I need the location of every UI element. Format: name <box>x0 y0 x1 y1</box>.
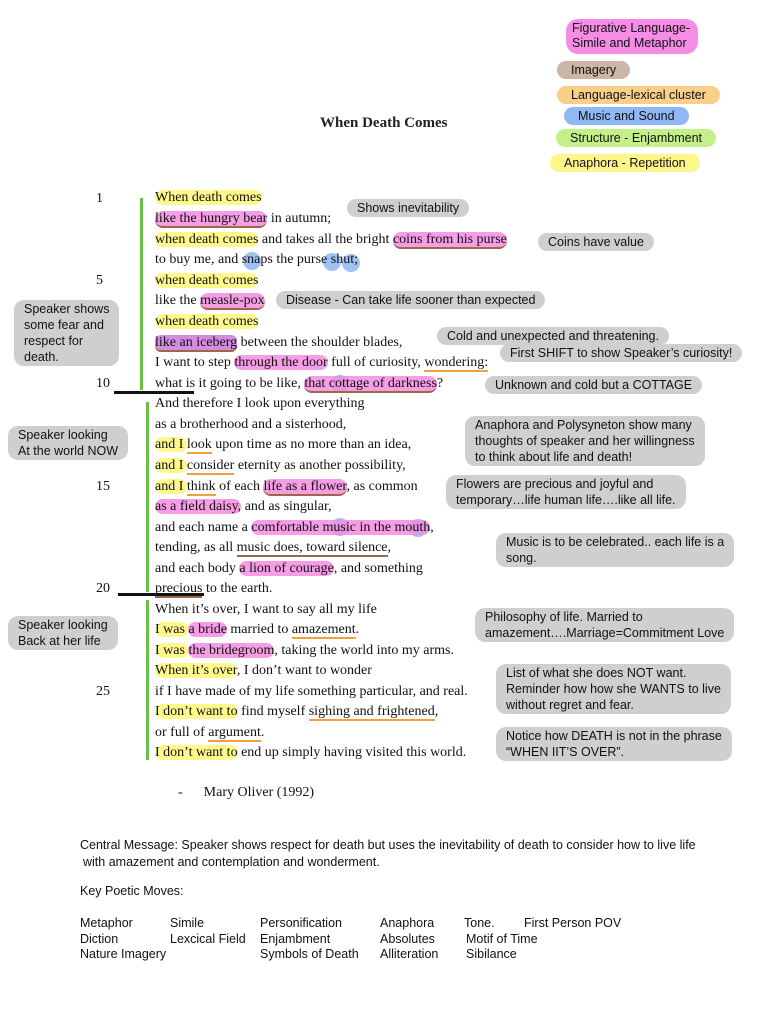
legend-anaphora: Anaphora - Repetition <box>550 154 700 172</box>
speaker-note: Speaker looking Back at her life <box>8 616 118 650</box>
line-number: 20 <box>96 581 110 596</box>
key-moves-heading: Key Poetic Moves: <box>80 884 184 898</box>
line-number: 10 <box>96 376 110 391</box>
annotation: Coins have value <box>538 233 654 251</box>
speaker-note: Speaker shows some fear and respect for death. <box>14 300 119 366</box>
annotation: Anaphora and Polysyneton show many thoughts of speaker and her willingness to think about life and death! <box>465 416 705 466</box>
key-move: Enjambment <box>260 932 331 946</box>
speaker-note: Speaker looking At the world NOW <box>8 426 128 460</box>
poem-line: like an iceberg between the shoulder blades, <box>155 335 403 350</box>
annotation: Unknown and cold but a COTTAGE <box>485 376 702 394</box>
legend-lexical-cluster: Language-lexical cluster <box>557 86 720 104</box>
poem-line: and each name a comfortable music in the mouth, <box>155 520 434 535</box>
key-move: Anaphora <box>380 916 435 930</box>
poem-line: And therefore I look upon everything <box>155 396 365 411</box>
poem-line: I don’t want to find myself sighing and frightened, <box>155 704 439 719</box>
key-move: Simile <box>170 916 205 930</box>
poem-line: or full of argument. <box>155 725 265 740</box>
annotation: Music is to be celebrated.. each life is a song. <box>496 533 734 567</box>
poem-line: if I have made of my life something particular, and real. <box>155 684 468 699</box>
poem-line: as a field daisy, and as singular, <box>155 499 332 514</box>
key-move: Nature Imagery <box>80 947 167 961</box>
stanza-bar <box>146 402 149 592</box>
poem-line: and I consider eternity as another possibility, <box>155 458 406 473</box>
annotation: Cold and unexpected and threatening. <box>437 327 669 345</box>
poem-line: when death comes <box>155 314 259 329</box>
poem-line: When it’s over, I want to say all my life <box>155 602 377 617</box>
annotation: First SHIFT to show Speaker’s curiosity! <box>500 344 742 362</box>
key-move: Lexcical Field <box>170 932 246 946</box>
poem-line: to buy me, and snaps the purse shut; <box>155 252 358 267</box>
legend-imagery: Imagery <box>557 61 630 79</box>
annotation: Philosophy of life. Married to amazement….Marriage=Commitment Love <box>475 608 734 642</box>
annotation: List of what she does NOT want. Reminder how how she WANTS to live without regret and fear. <box>496 664 731 714</box>
key-move: Tone. <box>464 916 495 930</box>
annotation: Flowers are precious and joyful and temporary…life human life….like all life. <box>446 475 686 509</box>
annotation: Disease - Can take life sooner than expected <box>276 291 545 309</box>
central-message: Central Message: Speaker shows respect for death but uses the inevitability of death to consider how to live life with amazement and contemplation and wonderment. <box>80 838 696 869</box>
key-move: Alliteration <box>380 947 439 961</box>
key-move: First Person POV <box>524 916 622 930</box>
poem-line: when death comes <box>155 273 259 288</box>
poem-line: I was the bridegroom, taking the world into my arms. <box>155 643 455 658</box>
key-move: Absolutes <box>380 932 435 946</box>
stanza-bar <box>140 198 143 390</box>
poem-line: and I think of each life as a flower, as common <box>155 479 418 494</box>
poem-line: tending, as all music does, toward silence, <box>155 540 392 555</box>
poem-line: as a brotherhood and a sisterhood, <box>155 417 347 432</box>
stanza-bar <box>146 600 149 760</box>
poem-line: like the hungry bear in autumn; <box>155 211 332 226</box>
line-number: 1 <box>96 191 103 206</box>
poem-line: what is it going to be like, that cottage of darkness? <box>155 376 444 391</box>
key-move: Diction <box>80 932 119 946</box>
key-move: Sibilance <box>466 947 517 961</box>
line-number: 25 <box>96 684 110 699</box>
poem-title: When Death Comes <box>320 115 448 131</box>
annotation: Notice how DEATH is not in the phrase “WHEN IIT’S OVER”. <box>496 727 732 761</box>
poem-line: When it’s over, I don’t want to wonder <box>155 663 372 678</box>
legend-enjambment: Structure - Enjambment <box>556 129 716 147</box>
line-number: 15 <box>96 479 110 494</box>
poem-line: when death comes and takes all the bright coins from his purse <box>155 232 507 247</box>
key-move: Motif of Time <box>466 932 538 946</box>
poem-line: I was a bride married to amazement. <box>155 622 360 637</box>
legend-music-sound: Music and Sound <box>564 107 689 125</box>
poem-line: When death comes <box>155 190 262 205</box>
poem-line: like the measle-pox <box>155 293 265 308</box>
poem-line: and I look upon time as no more than an idea, <box>155 437 412 452</box>
poem-line: I want to step through the door full of curiosity, wondering: <box>155 355 489 370</box>
poem-line: precious to the earth. <box>155 581 273 596</box>
line-number: 5 <box>96 273 103 288</box>
poem-line: and each body a lion of courage, and something <box>155 561 423 576</box>
key-move: Symbols of Death <box>260 947 359 961</box>
legend-figurative: Figurative Language- Simile and Metaphor <box>566 19 698 54</box>
poem-line: I don’t want to end up simply having visited this world. <box>155 745 467 760</box>
key-move: Personification <box>260 916 342 930</box>
annotation: Shows inevitability <box>347 199 469 217</box>
poem-author: - Mary Oliver (1992) <box>178 785 315 800</box>
key-move: Metaphor <box>80 916 133 930</box>
